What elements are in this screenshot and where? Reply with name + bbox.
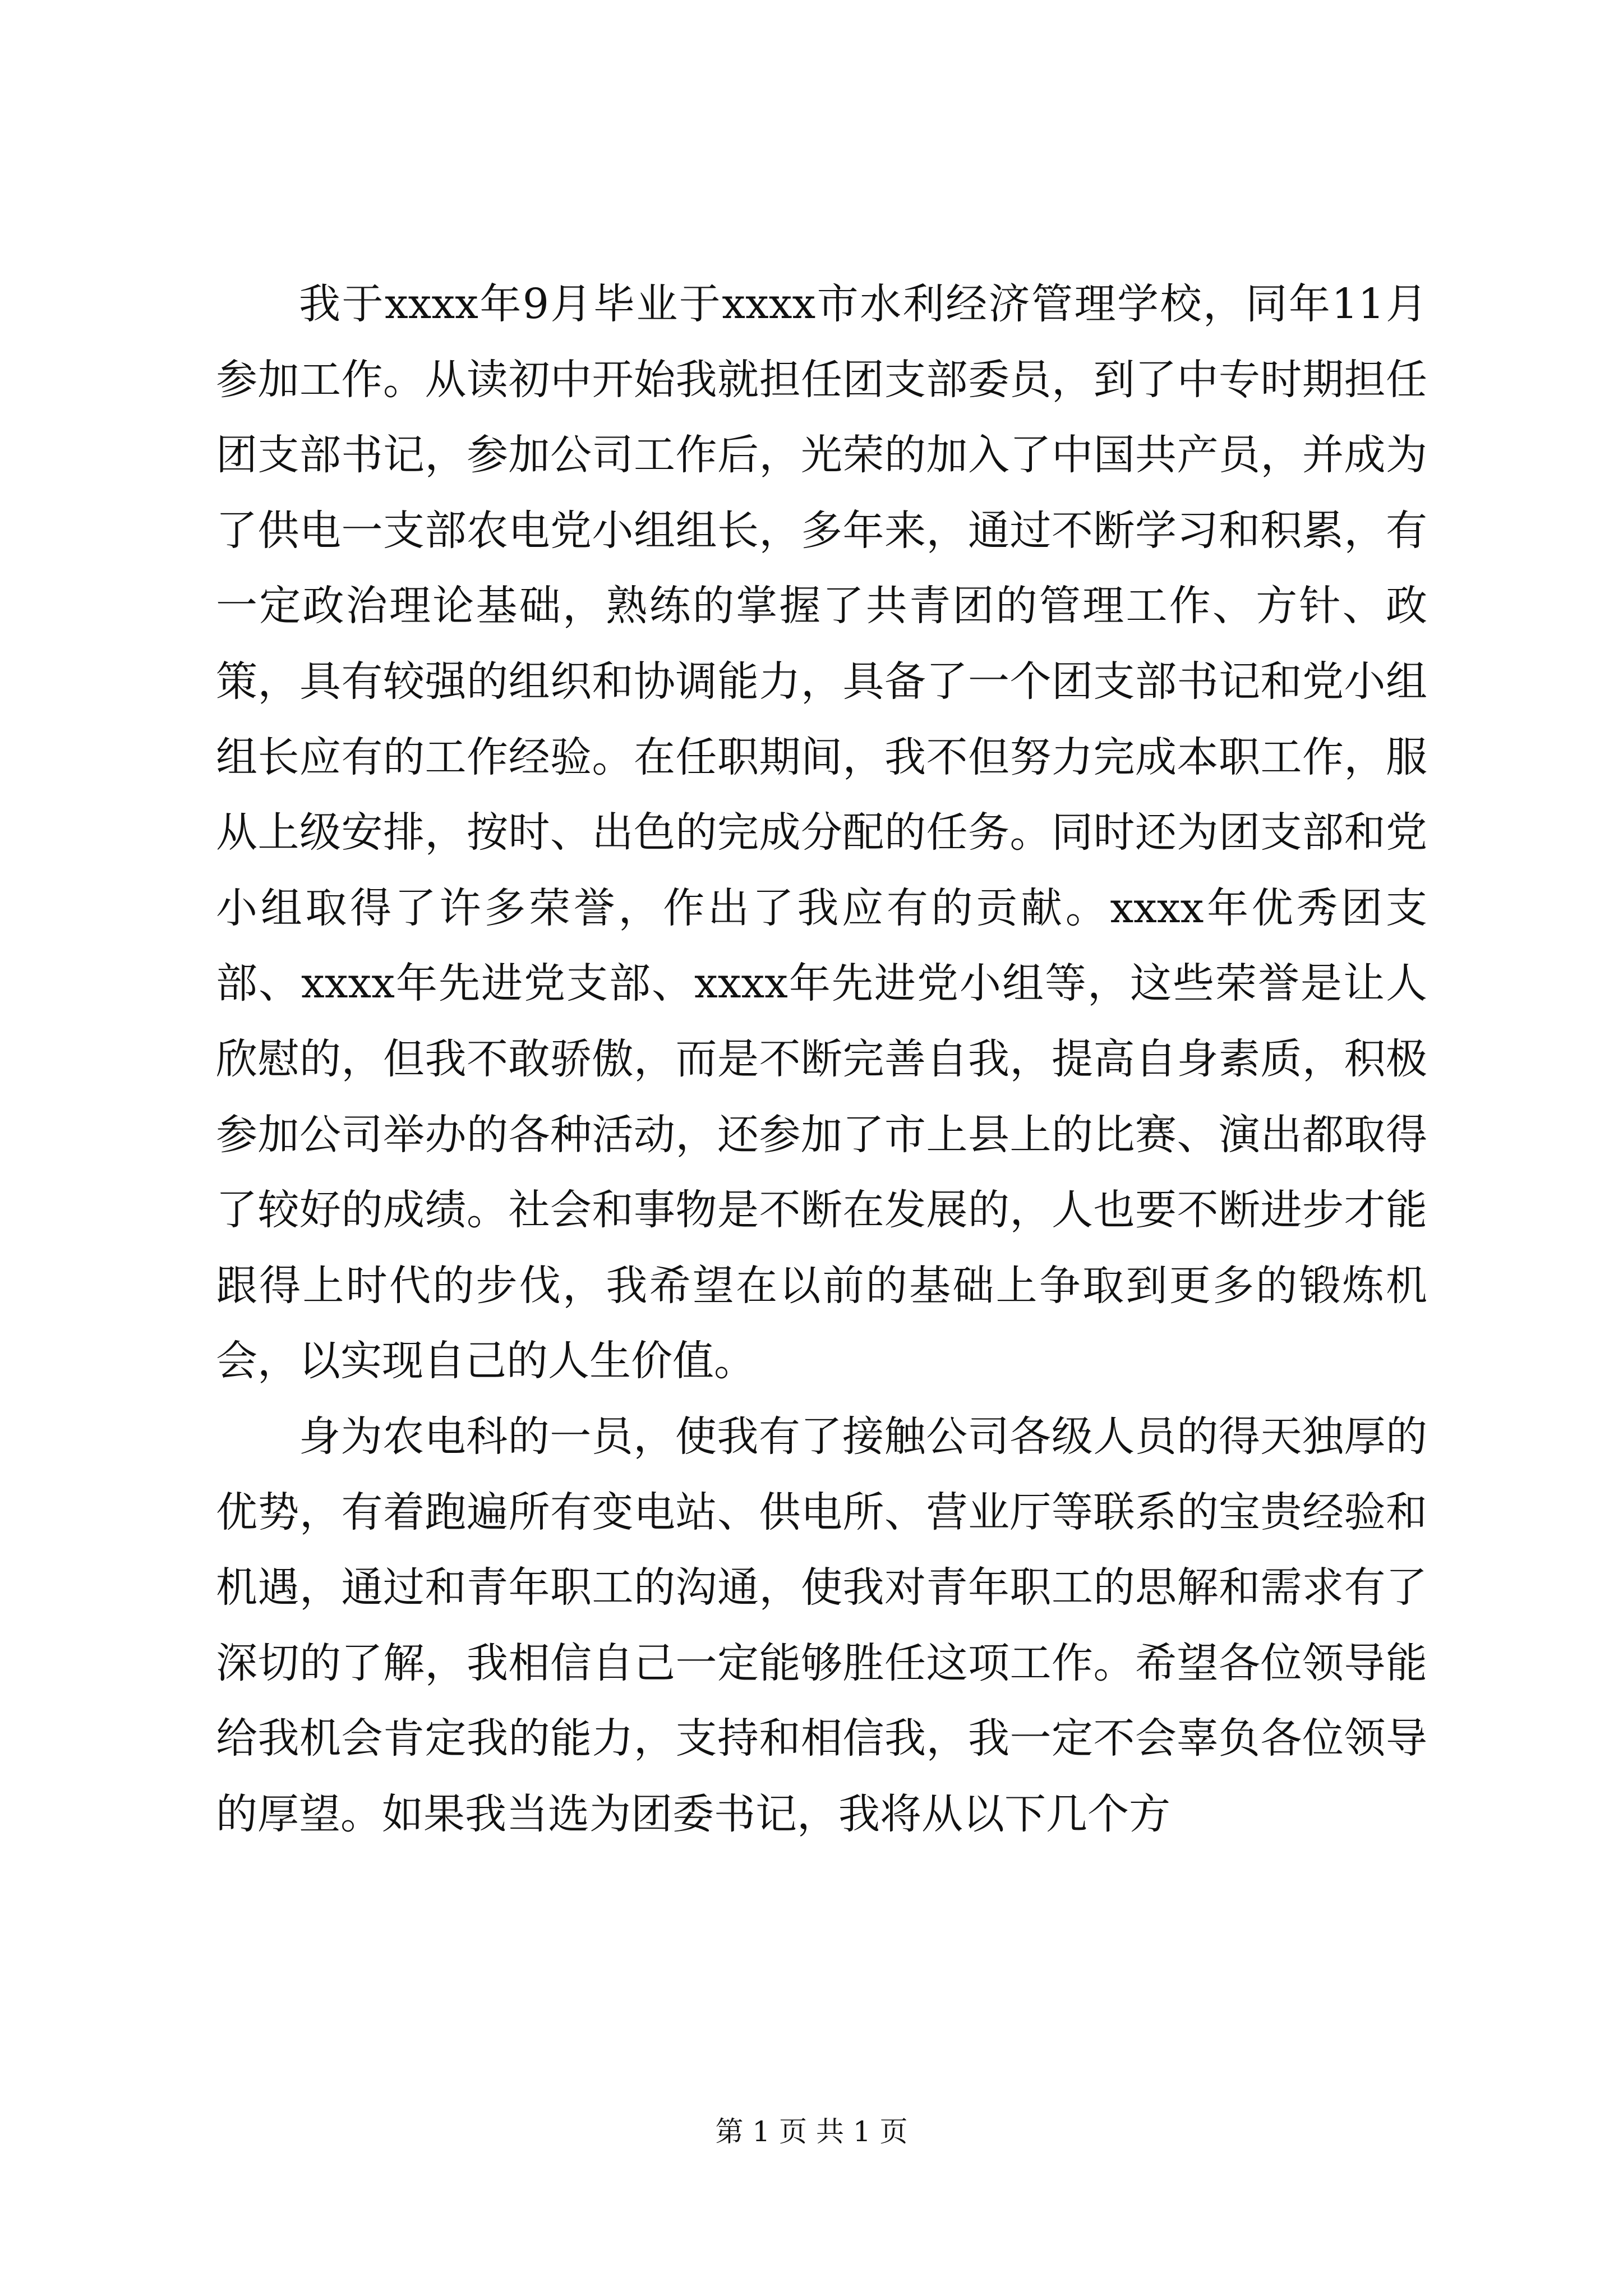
- paragraph-1: 我于xxxx年9月毕业于xxxx市水利经济管理学校，同年11月参加工作。从读初中开始我就担任团支部委员，到了中专时期担任团支部书记，参加公司工作后，光荣的加入了中国共产员，并成为了供电一支部农电党小组组长，多年来，通过不断学习和积累，有一定政治理论基础，熟练的掌握了共青团的管理工作、方针、政策，具有较强的组织和协调能力，具备了一个团支部书记和党小组组长应有的工作经验。在任职期间，我不但努力完成本职工作，服从上级安排，按时、出色的完成分配的任务。同时还为团支部和党小组取得了许多荣誉，作出了我应有的贡献。xxxx年优秀团支部、xxxx年先进党支部、xxxx年先进党小组等，这些荣誉是让人欣慰的，但我不敢骄傲，而是不断完善自我，提高自身素质，积极参加公司举办的各种活动，还参加了市上县上的比赛、演出都取得了较好的成绩。社会和事物是不断在发展的，人也要不断进步才能跟得上时代的步伐，我希望在以前的基础上争取到更多的锻炼机会，以实现自己的人生价值。: [216, 280, 1427, 1386]
- paragraph-2: 身为农电科的一员，使我有了接触公司各级人员的得天独厚的优势，有着跑遍所有变电站、供电所、营业厅等联系的宝贵经验和机遇，通过和青年职工的沟通，使我对青年职工的思解和需求有了深切的了解，我相信自己一定能够胜任这项工作。希望各位领导能给我机会肯定我的能力，支持和相信我，我一定不会辜负各位领导的厚望。如果我当选为团委书记，我将从以下几个方: [216, 1412, 1427, 1838]
- page-footer: 第 1 页 共 1 页: [715, 2115, 908, 2148]
- document-body: [216, 266, 1427, 1852]
